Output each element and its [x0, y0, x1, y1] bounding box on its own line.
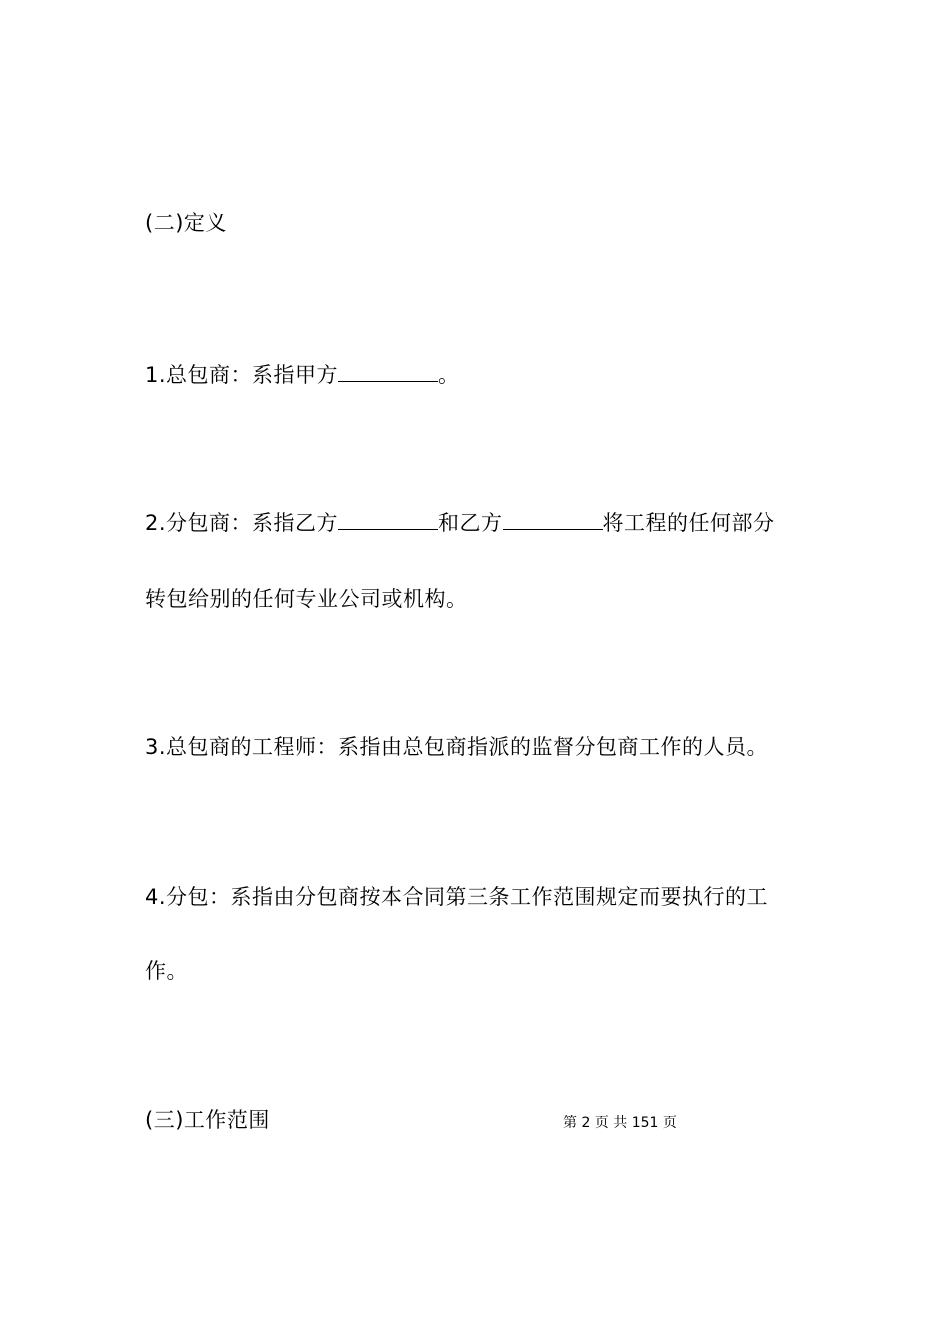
- page-number-footer: 第 2 页 共 151 页: [563, 1115, 677, 1131]
- definition-2-end: 将工程的任何部分: [602, 511, 775, 535]
- definition-3: 3.总包商的工程师：系指由总包商指派的监督分包商工作的人员。: [145, 735, 769, 759]
- definition-4-line-2: 作。: [145, 959, 188, 983]
- definition-1: [145, 361, 460, 389]
- definition-4-line-1: 4.分包：系指由分包商按本合同第三条工作范围规定而要执行的工: [145, 885, 769, 909]
- blank-field-party-b-2[interactable]: [503, 509, 603, 530]
- definition-2: [145, 509, 775, 537]
- definition-2-middle: 和乙方: [438, 511, 503, 535]
- definition-2-text: 2.分包商：系指乙方: [145, 511, 339, 535]
- section-heading-scope-of-work: (三)工作范围: [145, 1108, 270, 1132]
- blank-field-party-b-1[interactable]: [338, 509, 438, 530]
- definition-1-end: 。: [438, 363, 460, 387]
- section-heading-definitions: (二)定义: [145, 211, 227, 235]
- definition-2-continuation: 转包给别的任何专业公司或机构。: [145, 587, 468, 611]
- blank-field-party-a[interactable]: [338, 361, 438, 382]
- definition-1-text: 1.总包商：系指甲方: [145, 363, 339, 387]
